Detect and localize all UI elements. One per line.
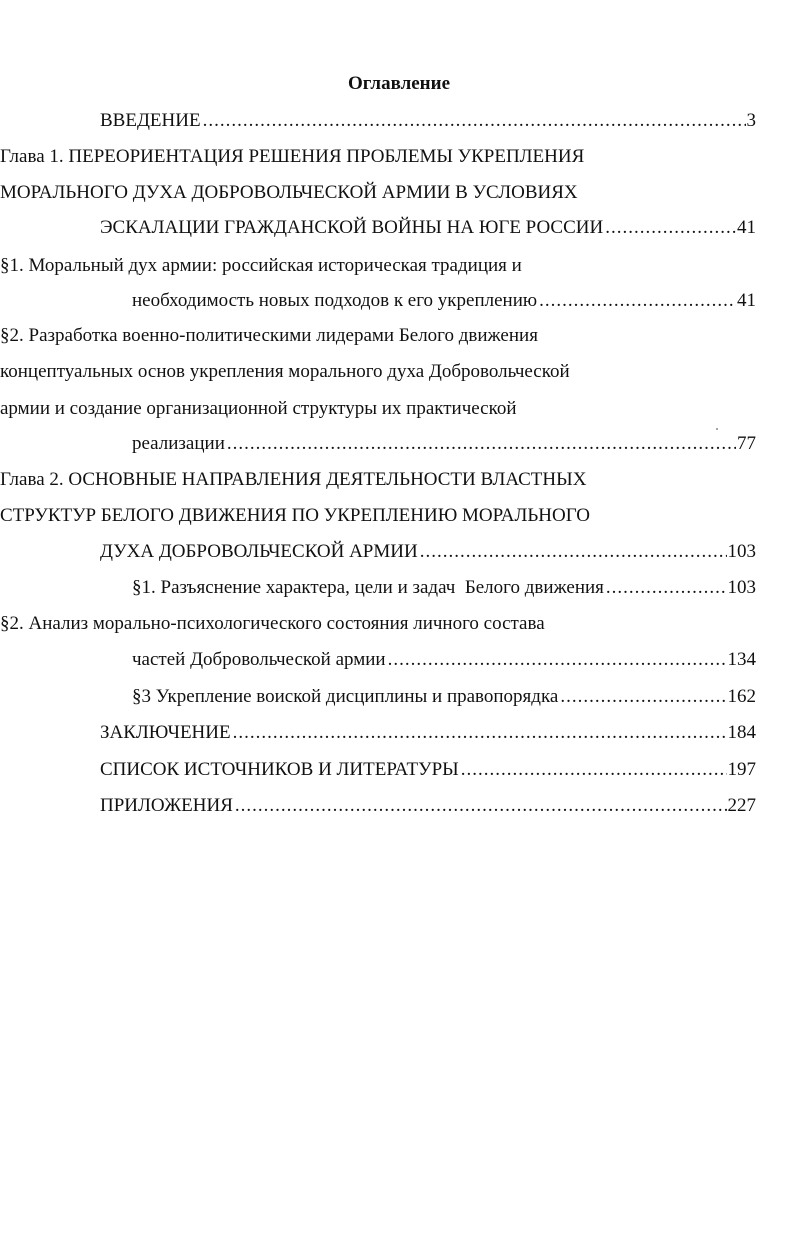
toc-entry-appendices[interactable]	[100, 792, 756, 820]
toc-entry-section1-2[interactable]	[132, 430, 756, 458]
toc-entry-text: ДУХА ДОБРОВОЛЬЧЕСКОЙ АРМИИ	[100, 541, 418, 562]
toc-entry-chapter1[interactable]	[100, 214, 756, 242]
toc-entry-section2-2-line1[interactable]: §2. Анализ морально-психологического состояния личного состава	[0, 613, 545, 634]
toc-entry-text: реализации	[132, 433, 225, 454]
toc-entry-text: §3 Укрепление воиской дисциплины и правопорядка	[132, 686, 559, 707]
toc-leader-dots	[560, 683, 726, 711]
toc-entry-text: ЭСКАЛАЦИИ ГРАЖДАНСКОЙ ВОЙНЫ НА ЮГЕ РОССИИ	[100, 217, 604, 238]
toc-entry-section2-3[interactable]	[132, 683, 756, 711]
toc-leader-dots	[461, 756, 727, 784]
toc-entry-text: ПРИЛОЖЕНИЯ	[100, 795, 233, 816]
toc-leader-dots	[606, 574, 727, 602]
toc-entry-introduction[interactable]	[100, 107, 756, 135]
toc-entry-chapter1-line2[interactable]: МОРАЛЬНОГО ДУХА ДОБРОВОЛЬЧЕСКОЙ АРМИИ В УСЛОВИЯХ	[0, 182, 578, 203]
toc-page-number: 103	[727, 541, 756, 562]
toc-leader-dots	[233, 719, 727, 747]
toc-page-number: 227	[727, 795, 756, 816]
toc-entry-text: ЗАКЛЮЧЕНИЕ	[100, 722, 231, 743]
toc-title: Оглавление	[347, 73, 451, 94]
toc-entry-chapter2[interactable]	[100, 538, 756, 566]
toc-page-number: 197	[727, 759, 756, 780]
toc-page-number: 77	[737, 433, 756, 454]
toc-entry-chapter2-line2[interactable]: СТРУКТУР БЕЛОГО ДВИЖЕНИЯ ПО УКРЕПЛЕНИЮ МОРАЛЬНОГО	[0, 505, 590, 526]
toc-entry-chapter2-line1[interactable]: Глава 2. ОСНОВНЫЕ НАПРАВЛЕНИЯ ДЕЯТЕЛЬНОСТИ ВЛАСТНЫХ	[0, 469, 587, 490]
toc-entry-text: ВВЕДЕНИЕ	[100, 110, 201, 131]
toc-page-number: 103	[727, 577, 756, 598]
toc-page-number: 184	[727, 722, 756, 743]
toc-entry-section1-1-line1[interactable]: §1. Моральный дух армии: российская историческая традиция и	[0, 255, 522, 276]
toc-entry-section1-1[interactable]	[132, 287, 756, 315]
toc-entry-text: СПИСОК ИСТОЧНИКОВ И ЛИТЕРАТУРЫ	[100, 759, 459, 780]
toc-page-number: 134	[727, 649, 756, 670]
toc-entry-section2-2[interactable]	[132, 646, 756, 674]
toc-entry-section1-2-line3[interactable]: армии и создание организационной структуры их практической	[0, 398, 517, 419]
toc-page-number: 3	[746, 110, 756, 131]
toc-leader-dots	[539, 287, 736, 315]
toc-leader-dots	[203, 107, 746, 135]
toc-page-number: 41	[737, 217, 756, 238]
toc-leader-dots	[227, 430, 736, 458]
toc-entry-chapter1-line1[interactable]: Глава 1. ПЕРЕОРИЕНТАЦИЯ РЕШЕНИЯ ПРОБЛЕМЫ УКРЕПЛЕНИЯ	[0, 146, 585, 167]
toc-leader-dots	[420, 538, 727, 566]
toc-leader-dots	[605, 214, 736, 242]
toc-leader-dots	[235, 792, 727, 820]
toc-entry-section2-1[interactable]	[132, 574, 756, 602]
toc-entry-text: частей Добровольческой армии	[132, 649, 386, 670]
toc-entry-section1-2-line2[interactable]: концептуальных основ укрепления морального духа Добровольческой	[0, 361, 570, 382]
toc-leader-dots	[388, 646, 727, 674]
toc-entry-text: необходимость новых подходов к его укреплению	[132, 290, 538, 311]
toc-entry-section1-2-line1[interactable]: §2. Разработка военно-политическими лидерами Белого движения	[0, 325, 538, 346]
toc-entry-conclusion[interactable]	[100, 719, 756, 747]
toc-page-number: 41	[737, 290, 756, 311]
toc-page-number: 162	[727, 686, 756, 707]
toc-entry-bibliography[interactable]	[100, 756, 756, 784]
toc-entry-text: §1. Разъяснение характера, цели и задач Белого движения	[132, 577, 604, 598]
